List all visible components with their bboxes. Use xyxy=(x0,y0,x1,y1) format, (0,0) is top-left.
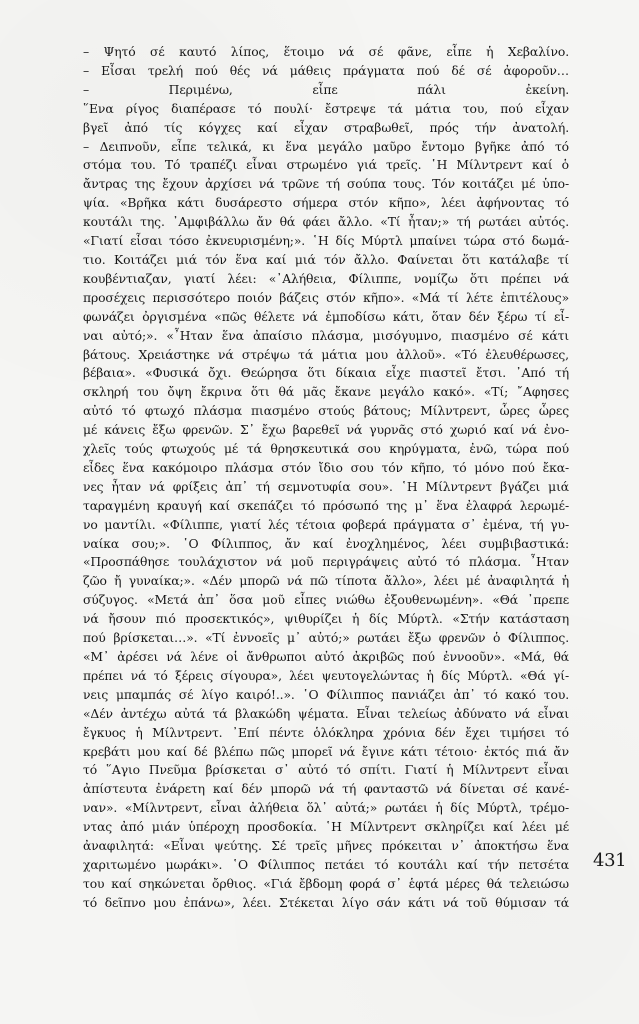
text-line: ψία. «Βρῆκα κάτι δυσάρεστο σήμερα στόν κῆπο», λέει ἀφήνοντας τό xyxy=(83,196,569,211)
text-line: νο μαντίλι. «Φίλιππε, γιατί λές τέτοια φοβερά πράγματα σ᾿ ἐμένα, τή γυ- xyxy=(83,517,569,532)
text-line: «Γιατί εἶσαι τόσο ἐκνευρισμένη;». ῾Η δίς Μύρτλ μπαίνει τώρα στό δωμά- xyxy=(83,234,569,249)
text-line: πού βρίσκεται…». «Τί ἐννοεῖς μ᾿ αὐτό;» ρωτάει ἔξω φρενῶν ὁ Φίλιππος. xyxy=(83,631,569,646)
text-line: κουβέντιαζαν, γιατί λέει: «᾿Αλήθεια, Φίλιππε, νομίζω ὅτι πρέπει νά xyxy=(83,271,569,286)
text-line: ῞Ενα ρίγος διαπέρασε τό πουλί· ἔστρεψε τά μάτια του, πού εἶχαν xyxy=(83,101,569,116)
text-line: του καί σηκώνεται ὄρθιος. «Γιά ἔβδομη φορά σ᾿ ἑφτά μέρες θά τελειώσω xyxy=(83,876,569,891)
text-line: ἀπίστευτα ἐνάρετη καί δέν μπορῶ νά τή φανταστῶ νά δίνεται σέ κανέ- xyxy=(83,782,569,797)
text-line: – Εἶσαι τρελή πού θές νά μάθεις πράγματα πού δέ σέ ἀφοροῦν… xyxy=(83,63,569,78)
text-line: κουτάλι της. ᾿Αμφιβάλλω ἄν θά φάει ἄλλο. «Τί ἦταν;» τή ρωτάει αὐτός. xyxy=(83,215,569,230)
text-line: στόμα του. Τό τραπέζι εἶναι στρωμένο γιά τρεῖς. ῾Η Μίλντρεντ καί ὁ xyxy=(83,158,569,173)
text-line: μέ κάνεις ἔξω φρενῶν. Σ᾿ ἔχω βαρεθεῖ νά γυρνᾶς στό χωριό καί νά ἐνο- xyxy=(83,423,569,438)
text-line: νες ἦταν νά φρίξεις ἀπ᾿ τή σεμνοτυφία σου». ῾Η Μίλντρεντ βγάζει μιά xyxy=(83,479,569,494)
text-line: ναίκα σου;». ῾Ο Φίλιππος, ἄν καί ἐνοχλημένος, λέει συμβιβαστικά: xyxy=(83,536,569,551)
text-line: ζῶο ἤ γυναίκα;». «Δέν μπορῶ νά πῶ τίποτα ἄλλο», λέει μέ ἀναφιλητά ἡ xyxy=(83,574,569,589)
text-line: τιο. Κοιτάζει μιά τόν ἕνα καί μιά τόν ἄλλο. Φαίνεται ὅτι κατάλαβε τί xyxy=(83,252,569,267)
text-line: σκληρή του ὄψη ἔκρινα ὅτι θά μᾶς ἔκανε μεγάλο κακό». «Τί; ῎Αφησες xyxy=(83,385,569,400)
text-line: – Ψητό σέ καυτό λίπος, ἕτοιμο νά σέ φᾶνε, εἶπε ἡ Χεβαλίνο. xyxy=(83,45,569,59)
text-line: ναι αὐτό;». «῏Ηταν ἕνα ἀπαίσιο πλάσμα, μισόγυμνο, πιασμένο σέ κάτι xyxy=(83,328,569,343)
text-line: βγεῖ ἀπό τίς κόγχες καί εἶχαν στραβωθεῖ, πρός τήν ἀνατολή. xyxy=(83,120,569,135)
text-line: «Μ᾿ ἀρέσει νά λένε οἱ ἄνθρωποι αὐτό ἀκριβῶς πού ἐννοοῦν». «Μά, θά xyxy=(83,650,569,664)
page-number: 431 xyxy=(593,850,627,871)
text-line: σύζυγος. «Μετά ἀπ᾿ ὅσα μοῦ εἶπες νιώθω ἐξουθενωμένη». «Θά ᾿πρεπε xyxy=(83,593,569,608)
text-line: ταραγμένη κραυγή καί σκεπάζει τό πρόσωπό της μ᾿ ἕνα ἐλαφρά λερωμέ- xyxy=(83,498,569,513)
text-line: αὐτό τό φτωχό πλάσμα πιασμένο στούς βάτους; Μίλντρεντ, ὧρες ὧρες xyxy=(83,404,569,419)
text-line: φωνάζει ὀργισμένα «πῶς θέλετε νά ἐμποδίσω κάτι, ὅταν δέν ξέρω τί εἶ- xyxy=(83,309,569,324)
text-line: – Περιμένω, εἶπε πάλι ἐκείνη. xyxy=(83,82,569,97)
text-line: ἀναφιλητά: «Εἶναι ψεύτης. Σέ τρεῖς μῆνες πρόκειται ν᾿ ἀποκτήσω ἕνα xyxy=(83,839,569,854)
text-line: προσέχεις περισσότερο ποιόν βάζεις στόν κῆπο». «Μά τί λέτε ἐπιτέλους» xyxy=(83,290,569,305)
text-line: τό δεῖπνο μου ἐπάνω», λέει. Στέκεται λίγο σάν κάτι νά τοῦ θύμισαν τά xyxy=(83,895,569,910)
body-text xyxy=(83,43,569,913)
text-line: πρέπει νά τό ξέρεις σίγουρα», λέει ψευτογελώντας ἡ δίς Μύρτλ. «Θά γί- xyxy=(83,668,569,683)
text-line: «Δέν ἀντέχω αὐτά τά βλακώδη ψέματα. Εἶναι τελείως ἀδύνατο νά εἶναι xyxy=(83,706,569,721)
text-line: νεις μπαμπάς σέ λίγο καιρό!..». ῾Ο Φίλιππος πανιάζει ἀπ᾿ τό κακό του. xyxy=(83,687,569,702)
text-line: χλεῖς τούς φτωχούς μέ τά θρησκευτικά σου κηρύγματα, ἐνῶ, τώρα πού xyxy=(83,442,569,457)
text-line: τό ῞Αγιο Πνεῦμα βρίσκεται σ᾿ αὐτό τό σπίτι. Γιατί ἡ Μίλντρεντ εἶναι xyxy=(83,763,569,778)
text-line: εἶδες ἕνα κακόμοιρο πλάσμα στόν ἴδιο σου τόν κῆπο, τό μόνο πού ἔκα- xyxy=(83,460,569,475)
text-line: ἄντρας της ἔχουν ἀρχίσει νά τρῶνε τή σούπα τους. Τόν κοιτάζει μέ ὑπο- xyxy=(83,177,569,192)
text-line: χαριτωμένο μωράκι». ῾Ο Φίλιππος πετάει τό κουτάλι καί τήν πετσέτα xyxy=(83,857,569,872)
text-line: «Προσπάθησε τουλάχιστον νά μοῦ περιγράψεις αὐτό τό πλάσμα. ῏Ηταν xyxy=(83,555,569,570)
text-line: ναν». «Μίλντρεντ, εἶναι ἀλήθεια ὅλ᾿ αὐτά;» ρωτάει ἡ δίς Μύρτλ, τρέμο- xyxy=(83,801,569,816)
text-line: κρεβάτι μου καί δέ βλέπω πῶς μπορεῖ νά ἔγινε κάτι τέτοιο· ἐκτός πιά ἄν xyxy=(83,744,569,759)
text-line: νά ἤσουν πιό προσεκτικός», ψιθυρίζει ἡ δίς Μύρτλ. «Στήν κατάσταση xyxy=(83,612,569,627)
text-line: ντας ἀπό μιάν ὑπέροχη προσδοκία. ῾Η Μίλντρεντ σκληρίζει καί λέει μέ xyxy=(83,820,569,835)
text-line: βέβαια». «Φυσικά ὄχι. Θεώρησα ὅτι δίκαια εἶχε πιαστεῖ ἔτσι. ᾿Από τή xyxy=(83,366,569,381)
text-line: – Δειπνοῦν, εἶπε τελικά, κι ἕνα μεγάλο μαῦρο ἔντομο βγῆκε ἀπό τό xyxy=(83,139,569,154)
text-line: βάτους. Χρειάστηκε νά στρέψω τά μάτια μου ἀλλοῦ». «Τό ἐλευθέρωσες, xyxy=(83,347,569,362)
text-line: ἔγκυος ἡ Μίλντρεντ. ᾿Επί πέντε ὁλόκληρα χρόνια δέν ἔχει τιμήσει τό xyxy=(83,725,569,740)
